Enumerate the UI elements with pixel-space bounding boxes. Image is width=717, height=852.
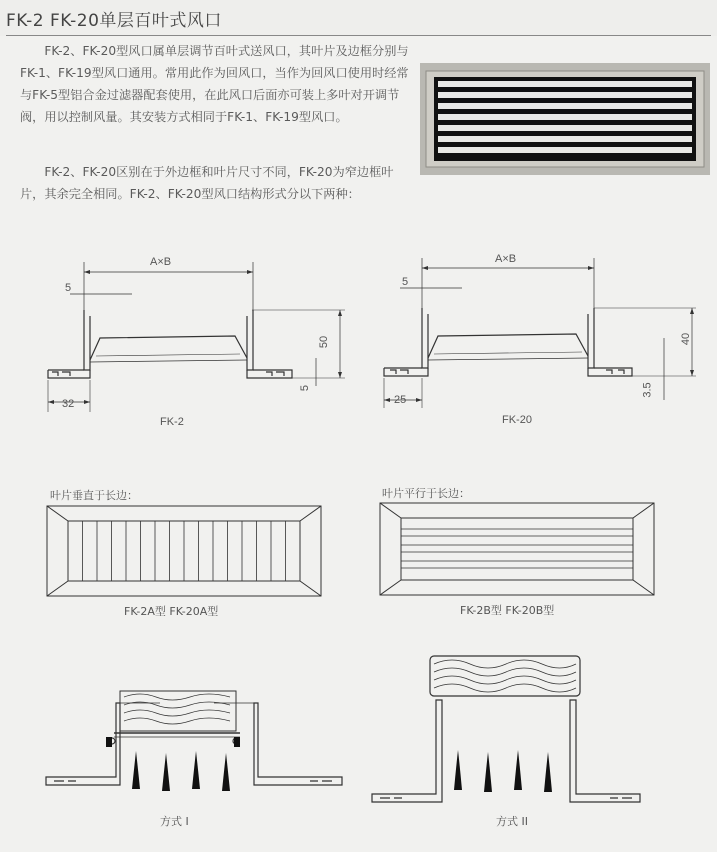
fk20-dim-height: 40 <box>680 332 693 346</box>
intro-paragraph: FK-2、FK-20型风口属单层调节百叶式送风口，其叶片及边框分别与FK-1、FK-19型风口通用。常用此作为回风口，当作为回风口使用时经常与FK-5型铝合金过滤器配套使用，在此风口后面亦可装上多叶对开调节阀，用以控制风量。其安装方式相同于FK-1、FK-19型风口。 <box>20 44 409 124</box>
fk2-dim-lip: 5 <box>65 282 72 294</box>
fk2b-front-view <box>379 502 655 596</box>
fk20-dim-size: A×B <box>495 253 517 265</box>
fk20-caption: FK-20 <box>502 414 532 426</box>
fk2a-front-view <box>46 505 322 597</box>
parallel-blades-heading: 叶片平行于长边： <box>382 487 470 500</box>
title-rule <box>6 35 711 36</box>
fk2-section-drawing <box>40 250 360 420</box>
difference-paragraph: FK-2、FK-20区别在于外边框和叶片尺寸不同，FK-20为窄边框叶片，其余完全相同。FK-2、FK-20型风口结构形式分以下两种： <box>20 165 394 201</box>
method-1-drawing <box>40 685 350 805</box>
fk2-dim-flange: 32 <box>62 398 75 410</box>
vertical-blades-caption: FK-2A型 FK-20A型 <box>124 605 219 618</box>
fk2-dim-size: A×B <box>150 256 172 268</box>
page-title: FK-2 FK-20单层百叶式风口 <box>6 11 222 31</box>
method-2-drawing <box>366 652 676 807</box>
fk2-dim-small: 5 <box>299 384 312 392</box>
fk20-section-drawing <box>378 250 708 420</box>
fk2-caption: FK-2 <box>160 416 184 428</box>
fk20-dim-lip: 5 <box>402 276 409 288</box>
method-1-caption: 方式 I <box>160 815 189 828</box>
fk20-dim-flange: 25 <box>394 394 407 406</box>
fk2-dim-height: 50 <box>318 335 331 349</box>
method-2-caption: 方式 II <box>496 815 528 828</box>
parallel-blades-caption: FK-2B型 FK-20B型 <box>460 604 555 617</box>
vertical-blades-heading: 叶片垂直于长边： <box>50 489 138 502</box>
product-photo <box>420 63 710 175</box>
fk20-dim-small: 3.5 <box>641 382 654 398</box>
